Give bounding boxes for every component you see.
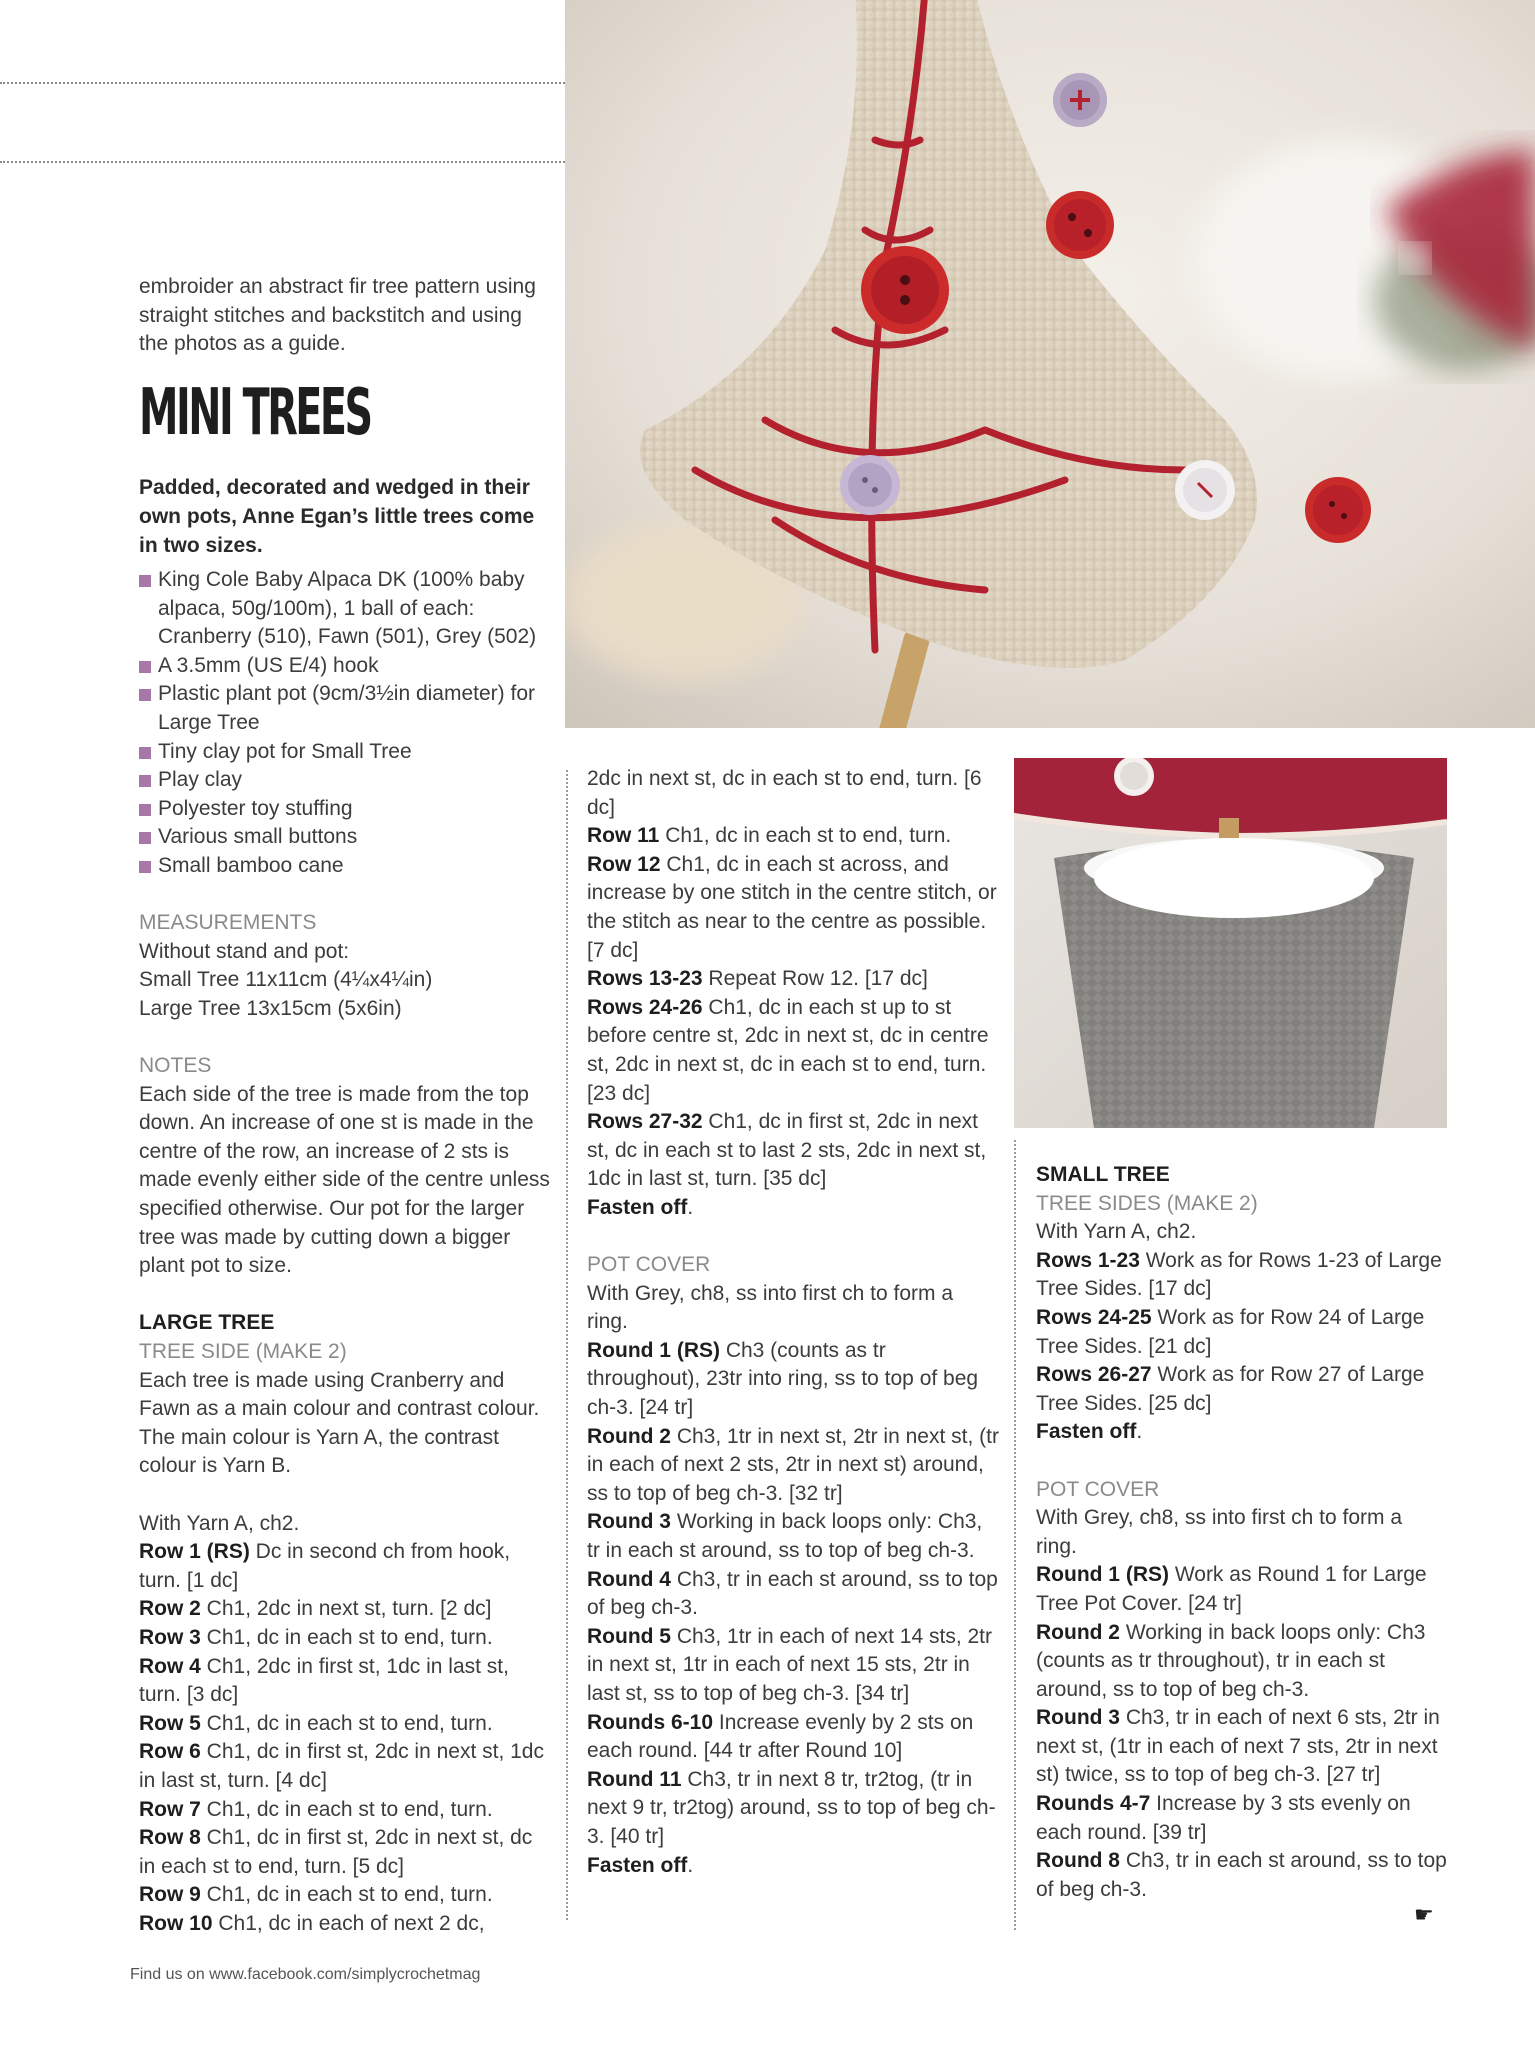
pattern-row: Rows 24-26 Ch1, dc in each st up to st before centre st, 2dc in next st, dc in centre st, 2dc in next st, dc in each st to end, turn. [23 dc] [587, 995, 989, 1105]
large-tree-subheading: TREE SIDE (MAKE 2) [139, 1340, 347, 1364]
list-item: Play clay [139, 766, 554, 795]
pot-cover-start: With Grey, ch8, ss into first ch to form a ring. [1036, 1506, 1403, 1558]
materials-list [139, 566, 554, 881]
list-item: Plastic plant pot (9cm/3½in diameter) for Large Tree [139, 680, 554, 737]
pattern-round: Round 1 (RS) Ch3 (counts as tr throughout), 23tr into ring, ss to top of beg ch-3. [24 tr] [587, 1338, 979, 1420]
pattern-row: Row 9 Ch1, dc in each st to end, turn. [139, 1883, 493, 1907]
square-bullet-icon [139, 775, 151, 787]
pattern-row: Rows 13-23 Repeat Row 12. [17 dc] [587, 967, 928, 991]
square-bullet-icon [139, 832, 151, 844]
standfirst: Padded, decorated and wedged in their own pots, Anne Egan’s little trees come in two sizes. [139, 476, 535, 557]
pattern-round: Round 2 Ch3, 1tr in next st, 2tr in next st, (tr in each of next 2 sts, 2tr in next st) around, ss to top of beg ch-3. [32 tr] [587, 1424, 999, 1505]
pot-cover-start: With Grey, ch8, ss into first ch to form a ring. [587, 1281, 954, 1334]
top-dotted-rule-1 [0, 82, 565, 84]
pattern-row: Row 10 Ch1, dc in each of next 2 dc, [139, 1911, 485, 1935]
pattern-row: Row 1 (RS) Dc in second ch from hook, turn. [1 dc] [139, 1540, 511, 1592]
small-tree-subheading: TREE SIDES (MAKE 2) [1036, 1191, 1258, 1215]
fasten-off: Fasten off. [587, 1853, 694, 1877]
fasten-off: Fasten off. [1036, 1420, 1143, 1444]
pattern-row: Row 12 Ch1, dc in each st across, and increase by one stitch in the centre stitch, or the stitch as near to the centre as possible. [7 dc] [587, 852, 997, 962]
pattern-row: Row 2 Ch1, 2dc in next st, turn. [2 dc] [139, 1597, 492, 1621]
small-tree-pot-photo [1014, 758, 1447, 1128]
large-tree-heading: LARGE TREE [139, 1311, 275, 1335]
column-divider-1 [566, 770, 568, 1920]
footer-facebook-link[interactable]: Find us on www.facebook.com/simplycrochetmag [130, 1966, 481, 1983]
small-tree-heading: SMALL TREE [1036, 1163, 1170, 1186]
intro-paragraph: embroider an abstract fir tree pattern using straight stitches and backstitch and using the photos as a guide. [139, 275, 536, 356]
pattern-row-continued: 2dc in next st, dc in each st to end, turn. [6 dc] [587, 767, 982, 819]
square-bullet-icon [139, 804, 151, 816]
pattern-row: Row 8 Ch1, dc in first st, 2dc in next st, dc in each st to end, turn. [5 dc] [139, 1826, 533, 1878]
pattern-round: Rounds 6-10 Increase evenly by 2 sts on each round. [44 tr after Round 10] [587, 1710, 974, 1763]
pattern-round: Round 2 Working in back loops only: Ch3 (counts as tr throughout), tr in each st around, ss to top of beg ch-3. [1036, 1620, 1426, 1701]
measurement-line: Without stand and pot: [139, 939, 350, 963]
column-1 [139, 566, 554, 1939]
column-divider-2 [1014, 1140, 1016, 1930]
pattern-row: Row 11 Ch1, dc in each st to end, turn. [587, 824, 952, 848]
column-3 [1036, 1161, 1448, 1904]
pattern-round: Round 1 (RS) Work as Round 1 for Large Tree Pot Cover. [24 tr] [1036, 1563, 1427, 1615]
pot-cover-heading: POT COVER [587, 1253, 711, 1277]
square-bullet-icon [139, 575, 151, 587]
pattern-row: Row 5 Ch1, dc in each st to end, turn. [139, 1711, 493, 1735]
square-bullet-icon [139, 747, 151, 759]
pattern-round: Rounds 4-7 Increase by 3 sts evenly on each round. [39 tr] [1036, 1792, 1411, 1844]
pattern-round: Round 3 Ch3, tr in each of next 6 sts, 2tr in next st, (1tr in each of next 7 sts, 2tr in next st) twice, ss to top of beg ch-3. [27 tr] [1036, 1706, 1440, 1787]
square-bullet-icon [139, 661, 151, 673]
measurement-line: Small Tree 11x11cm (4¼x4¼in) [139, 968, 433, 992]
square-bullet-icon [139, 689, 151, 701]
pattern-row: Rows 24-25 Work as for Row 24 of Large Tree Sides. [21 dc] [1036, 1305, 1425, 1358]
pattern-row: Row 7 Ch1, dc in each st to end, turn. [139, 1797, 493, 1821]
list-item: A 3.5mm (US E/4) hook [139, 652, 554, 681]
top-dotted-rule-2 [0, 161, 565, 163]
list-item: Polyester toy stuffing [139, 795, 554, 824]
pattern-round: Round 8 Ch3, tr in each st around, ss to top of beg ch-3. [1036, 1849, 1447, 1901]
pattern-row: Rows 26-27 Work as for Row 27 of Large Tree Sides. [25 dc] [1036, 1363, 1425, 1415]
pot-cover-heading: POT COVER [1036, 1477, 1160, 1501]
list-item: Tiny clay pot for Small Tree [139, 738, 554, 767]
page-title: MINI TREES [139, 376, 371, 450]
list-item: Small bamboo cane [139, 852, 554, 881]
pattern-round: Round 11 Ch3, tr in next 8 tr, tr2tog, (tr in next 9 tr, tr2tog) around, ss to top of beg ch-3. [40 tr] [587, 1767, 996, 1848]
pattern-row: Row 6 Ch1, dc in first st, 2dc in next st, 1dc in last st, turn. [4 dc] [139, 1740, 544, 1792]
measurements-heading: MEASUREMENTS [139, 911, 317, 935]
pattern-round: Round 5 Ch3, 1tr in each of next 14 sts, 2tr in next st, 1tr in each of next 15 sts, 2tr in last st, ss to top of beg ch-3. [34 tr] [587, 1624, 992, 1705]
pattern-round: Round 4 Ch3, tr in each st around, ss to top of beg ch-3. [587, 1567, 998, 1620]
pattern-row: Rows 1-23 Work as for Rows 1-23 of Large Tree Sides. [17 dc] [1036, 1248, 1442, 1301]
measurement-line: Large Tree 13x15cm (5x6in) [139, 996, 402, 1020]
large-tree-intro: Each tree is made using Cranberry and Fawn as a main colour and contrast colour. The main colour is Yarn A, the contrast colour is Yarn B. [139, 1368, 540, 1478]
pattern-row: Row 4 Ch1, 2dc in first st, 1dc in last st, turn. [3 dc] [139, 1654, 509, 1707]
small-tree-start: With Yarn A, ch2. [1036, 1220, 1197, 1244]
list-item: King Cole Baby Alpaca DK (100% baby alpaca, 50g/100m), 1 ball of each: Cranberry (510), Fawn (501), Grey (502) [139, 566, 554, 652]
notes-text: Each side of the tree is made from the top down. An increase of one st is made in the centre of the row, an increase of 2 sts is made evenly either side of the centre unless specified otherwise. Our pot for the larger tree was made by cutting down a bigger plant pot to size. [139, 1082, 550, 1278]
column-2 [587, 765, 999, 1880]
list-item: Various small buttons [139, 823, 554, 852]
notes-heading: NOTES [139, 1054, 212, 1078]
fasten-off: Fasten off. [587, 1195, 694, 1219]
square-bullet-icon [139, 861, 151, 873]
large-tree-photo [565, 0, 1535, 728]
pointing-hand-icon: ☛ [1414, 1902, 1434, 1927]
pattern-row: Row 3 Ch1, dc in each st to end, turn. [139, 1625, 493, 1649]
large-tree-start: With Yarn A, ch2. [139, 1511, 300, 1535]
pattern-round: Round 3 Working in back loops only: Ch3, tr in each st around, ss to top of beg ch-3. [587, 1510, 983, 1563]
pattern-row: Rows 27-32 Ch1, dc in first st, 2dc in next st, dc in each st to last 2 sts, 2dc in next st, 1dc in last st, turn. [35 dc] [587, 1110, 987, 1191]
